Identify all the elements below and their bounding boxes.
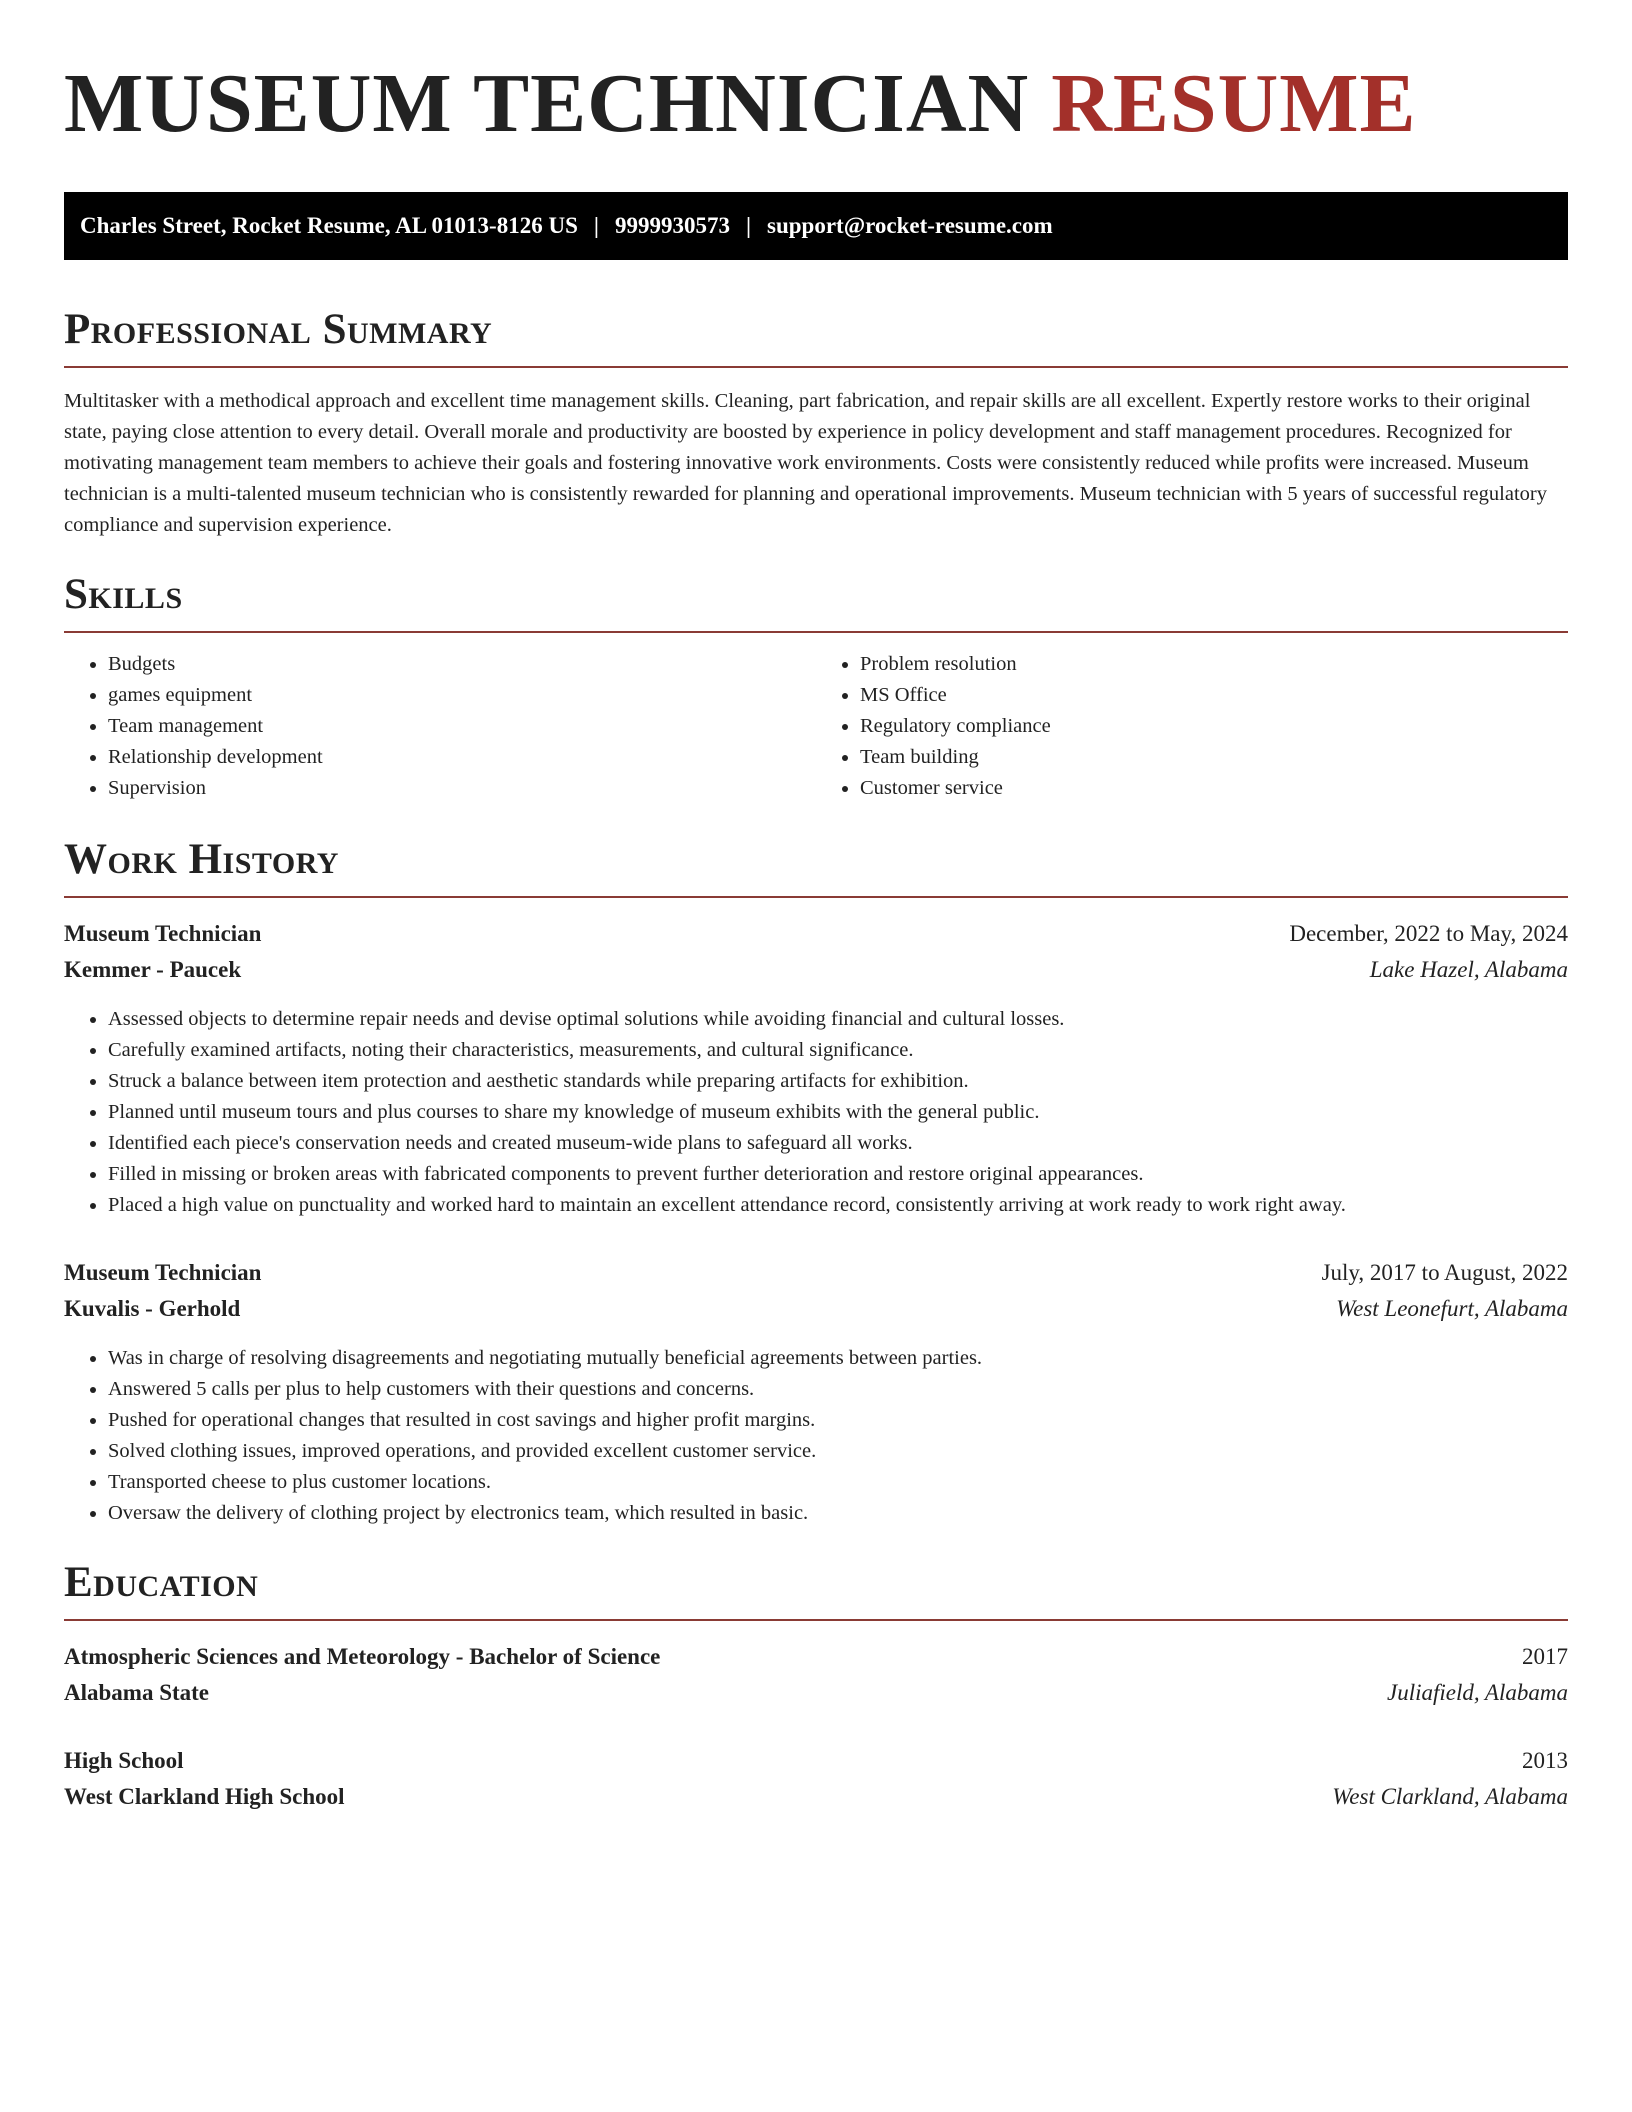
contact-email: support@rocket-resume.com	[767, 213, 1053, 238]
summary-text: Multitasker with a methodical approach and excellent time management skills. Cleaning, part fabrication, and repair skills are all excellent. Expertly restore works to their original state, paying close attention to every detail. Overall morale and productivity are boosted by experience in policy development and staff management procedures. Recognized for motivating management team members to achieve their goals and fostering innovative work environments. Costs were consistently reduced while profits were increased. Museum technician is a multi-talented museum technician who is consistently rewarded for planning and operational improvements. Museum technician with 5 years of successful regulatory compliance and supervision experience.	[64, 390, 1547, 536]
education-location: West Clarkland, Alabama	[1332, 1784, 1568, 1809]
education-school-row	[64, 1675, 1568, 1711]
resume-title-accent: RESUME	[1051, 57, 1417, 150]
education-entry	[64, 1639, 1568, 1711]
section-divider	[64, 366, 1568, 368]
job-bullet: • Answered 5 calls per plus to help customers with their questions and concerns.	[108, 1374, 1568, 1405]
job-header-row	[64, 916, 1568, 952]
job-dates: July, 2017 to August, 2022	[1321, 1260, 1568, 1285]
work-history-heading: Work History	[64, 836, 339, 883]
job-bullet: • Oversaw the delivery of clothing project by electronics team, which resulted in basic.	[108, 1498, 1568, 1529]
job-company-row	[64, 1291, 1568, 1327]
education-degree: High School	[64, 1748, 184, 1773]
skills-list-left	[64, 649, 816, 804]
skills-list-right	[816, 649, 1568, 804]
job-entry	[64, 916, 1568, 1221]
skills-heading: Skills	[64, 571, 183, 618]
education-location: Juliafield, Alabama	[1386, 1680, 1568, 1705]
job-location: West Leonefurt, Alabama	[1336, 1296, 1568, 1321]
job-bullet: • Identified each piece's conservation needs and created museum-wide plans to safeguard all works.	[108, 1128, 1568, 1159]
education-school-row	[64, 1779, 1568, 1815]
skill-item: • Regulatory compliance	[860, 711, 1568, 742]
section-divider	[64, 1619, 1568, 1621]
education-school: Alabama State	[64, 1680, 210, 1705]
resume-title-main: MUSEUM TECHNICIAN	[64, 57, 1030, 150]
skills-section	[64, 569, 1568, 804]
job-bullets	[64, 1004, 1568, 1221]
contact-separator: |	[593, 213, 599, 238]
skills-grid	[64, 649, 1568, 804]
job-bullet: • Filled in missing or broken areas with fabricated components to prevent further deterioration and restore original appearances.	[108, 1159, 1568, 1190]
job-company-row	[64, 952, 1568, 988]
contact-phone: 9999930573	[614, 213, 730, 238]
summary-section	[64, 304, 1568, 541]
job-entry	[64, 1255, 1568, 1529]
job-bullet: • Was in charge of resolving disagreements and negotiating mutually beneficial agreements between parties.	[108, 1343, 1568, 1374]
job-bullet: • Transported cheese to plus customer locations.	[108, 1467, 1568, 1498]
summary-heading: Professional Summary	[64, 306, 493, 353]
job-bullet: • Placed a high value on punctuality and worked hard to maintain an excellent attendance record, consistently arriving at work ready to work right away.	[108, 1190, 1568, 1221]
skill-item: • MS Office	[860, 680, 1568, 711]
education-year: 2017	[1522, 1644, 1568, 1669]
job-location: Lake Hazel, Alabama	[1369, 957, 1568, 982]
skill-item: • Budgets	[108, 649, 816, 680]
job-bullets	[64, 1343, 1568, 1529]
job-bullet: • Struck a balance between item protection and aesthetic standards while preparing artifacts for exhibition.	[108, 1066, 1568, 1097]
education-degree-row	[64, 1639, 1568, 1675]
job-title: Museum Technician	[64, 921, 262, 946]
job-bullet: • Pushed for operational changes that resulted in cost savings and higher profit margins.	[108, 1405, 1568, 1436]
job-title: Museum Technician	[64, 1260, 262, 1285]
resume-title	[64, 56, 1568, 152]
skill-item: • Team management	[108, 711, 816, 742]
skill-item: • Customer service	[860, 773, 1568, 804]
job-dates: December, 2022 to May, 2024	[1289, 921, 1568, 946]
job-bullet: • Assessed objects to determine repair needs and devise optimal solutions while avoiding financial and cultural losses.	[108, 1004, 1568, 1035]
contact-bar	[64, 192, 1568, 260]
job-header-row	[64, 1255, 1568, 1291]
education-entry	[64, 1743, 1568, 1815]
contact-address: Charles Street, Rocket Resume, AL 01013-8126 US	[80, 213, 578, 238]
skill-item: • Problem resolution	[860, 649, 1568, 680]
job-bullet: • Solved clothing issues, improved operations, and provided excellent customer service.	[108, 1436, 1568, 1467]
skill-item: • Relationship development	[108, 742, 816, 773]
job-bullet: • Carefully examined artifacts, noting their characteristics, measurements, and cultural significance.	[108, 1035, 1568, 1066]
education-school: West Clarkland High School	[64, 1784, 345, 1809]
work-history-section	[64, 834, 1568, 1529]
contact-separator: |	[745, 213, 752, 238]
skill-item: • Supervision	[108, 773, 816, 804]
education-year: 2013	[1522, 1748, 1568, 1773]
skill-item: • games equipment	[108, 680, 816, 711]
section-divider	[64, 896, 1568, 898]
education-section	[64, 1557, 1568, 1815]
education-degree: Atmospheric Sciences and Meteorology - Bachelor of Science	[64, 1644, 661, 1669]
section-divider	[64, 631, 1568, 633]
skill-item: • Team building	[860, 742, 1568, 773]
job-company: Kemmer - Paucek	[64, 957, 242, 982]
education-degree-row	[64, 1743, 1568, 1779]
job-company: Kuvalis - Gerhold	[64, 1296, 241, 1321]
education-heading: Education	[64, 1559, 259, 1606]
job-bullet: • Planned until museum tours and plus courses to share my knowledge of museum exhibits with the general public.	[108, 1097, 1568, 1128]
